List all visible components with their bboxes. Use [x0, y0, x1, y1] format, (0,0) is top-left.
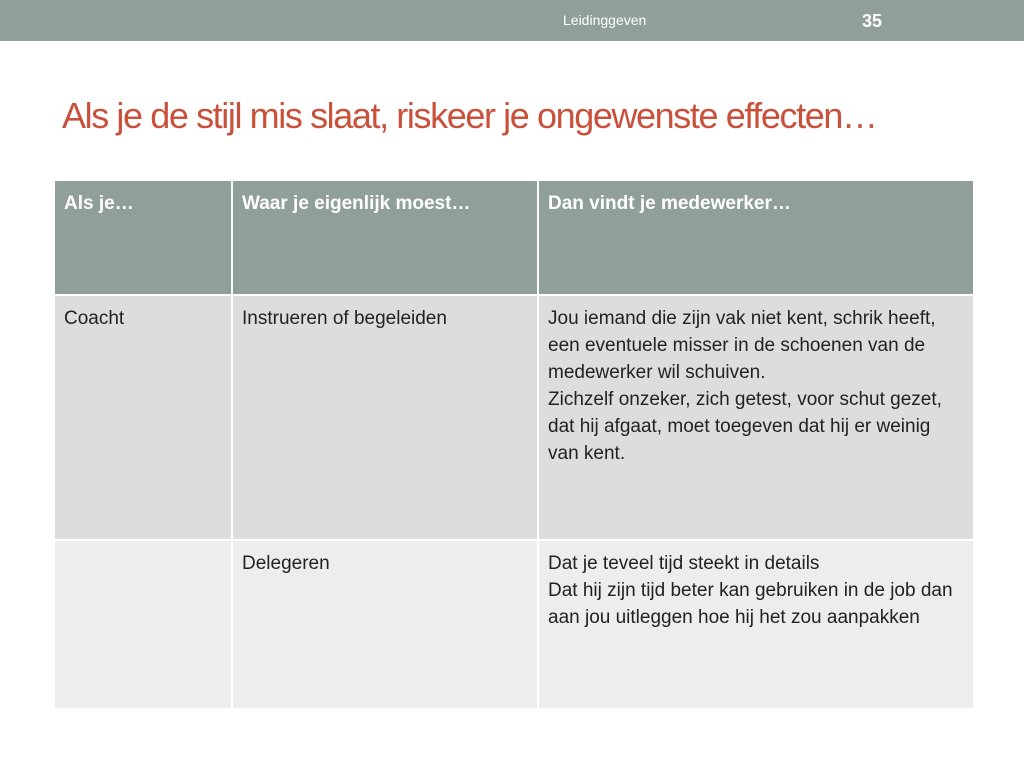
table-row — [54, 295, 974, 540]
table-cell: Instrueren of begeleiden — [232, 295, 538, 540]
cell-text-line: Dat je teveel tijd steekt in details — [548, 553, 820, 574]
top-bar — [0, 0, 1024, 41]
table-header-row — [54, 180, 974, 295]
table-cell — [538, 540, 974, 709]
slide-title: Als je de stijl mis slaat, riskeer je ongewenste effecten… — [62, 95, 877, 136]
table-cell — [538, 295, 974, 540]
table-cell: Coacht — [54, 295, 232, 540]
table-row — [54, 540, 974, 709]
page-number: 35 — [862, 11, 883, 31]
table-cell — [54, 540, 232, 709]
table-cell: Delegeren — [232, 540, 538, 709]
style-effects-table — [53, 179, 975, 710]
section-label: Leidinggeven — [563, 12, 647, 28]
header-cell-dan-vindt: Dan vindt je medewerker… — [538, 180, 974, 295]
cell-text-line: Dat hij zijn tijd beter kan gebruiken in de job dan aan jou uitleggen hoe hij het zou aanpakken — [548, 580, 953, 628]
header-cell-waar-je-moest: Waar je eigenlijk moest… — [232, 180, 538, 295]
cell-text-line: Zichzelf onzeker, zich getest, voor schut gezet, dat hij afgaat, moet toegeven dat hij er weinig van kent. — [548, 389, 942, 464]
cell-text-line: Jou iemand die zijn vak niet kent, schrik heeft, een eventuele misser in de schoenen van de medewerker wil schuiven. — [548, 308, 936, 383]
header-cell-als-je: Als je… — [54, 180, 232, 295]
